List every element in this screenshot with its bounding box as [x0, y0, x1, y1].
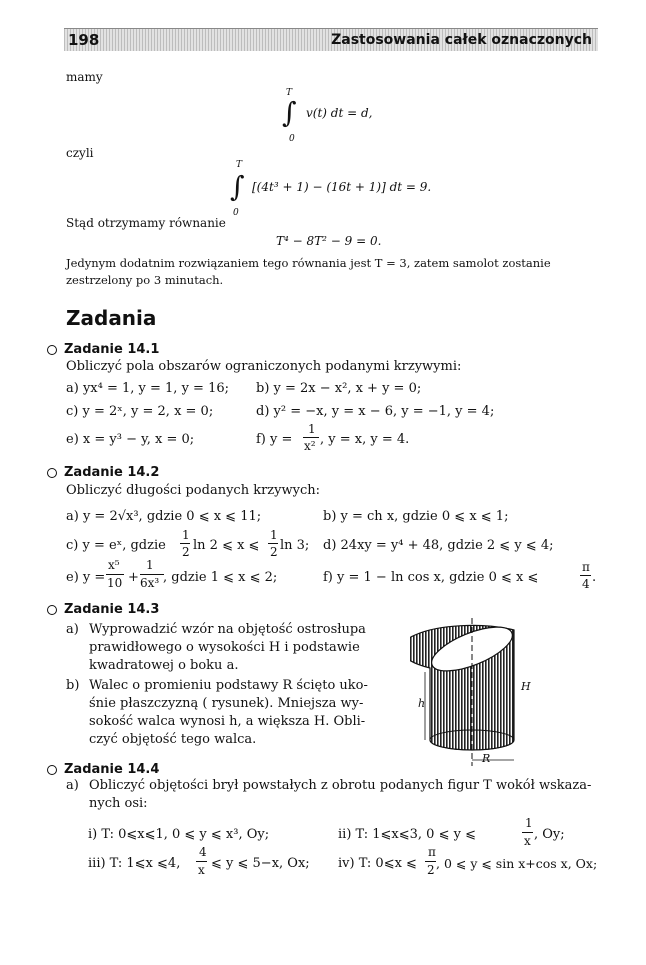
z142-c-den: 2: [182, 545, 190, 559]
z143-b-line-1: Walec o promieniu podstawy R ścięto uko-: [89, 678, 368, 693]
z144-iii-pre: iii) T: 1⩽x ⩽4,: [88, 856, 181, 871]
z141-f-pre: f) y =: [256, 432, 293, 447]
z142-e-den1: 10: [107, 576, 123, 590]
bullet-circle-icon: [47, 468, 57, 478]
z142-text: Obliczyć długości podanych krzywych:: [66, 483, 320, 498]
z142-f-den: 4: [582, 577, 590, 591]
z144-iv-den: 2: [427, 863, 435, 877]
z144-ii-num: 1: [525, 816, 533, 830]
z144-a-label: a): [66, 778, 79, 793]
fraction-bar: [580, 575, 591, 576]
z144-iv-post: , 0 ⩽ y ⩽ sin x+cos x, Ox;: [436, 856, 598, 871]
z144-ii-den: x: [524, 834, 531, 848]
text-stad: Stąd otrzymamy równanie: [66, 216, 226, 230]
equation-3: T⁴ − 8T² − 9 = 0.: [276, 234, 382, 248]
figure-label-R: R: [482, 752, 491, 765]
z141-title: Zadanie 14.1: [64, 342, 160, 357]
z142-d: d) 24xy = y⁴ + 48, gdzie 2 ⩽ y ⩽ 4;: [323, 538, 554, 553]
z144-iii-num: 4: [199, 845, 207, 859]
z142-b: b) y = ch x, gdzie 0 ⩽ x ⩽ 1;: [323, 509, 509, 524]
z143-b-line-3: sokość walca wynosi h, a większa H. Obli-: [89, 714, 366, 729]
eq2-lower-limit: 0: [233, 208, 239, 218]
z143-title: Zadanie 14.3: [64, 602, 160, 617]
z142-e-pre: e) y =: [66, 570, 106, 585]
page-header: [64, 28, 598, 51]
equation-1: v(t) dt = d,: [306, 106, 373, 120]
z141-text: Obliczyć pola obszarów ograniczonych podanymi krzywymi:: [66, 359, 462, 374]
text-czyli: czyli: [66, 146, 94, 160]
z144-a-line-1: Obliczyć objętości brył powstałych z obrotu podanych figur T wokół wskaza-: [89, 778, 592, 793]
z143-b-line-2: śnie płaszczyzną ( rysunek). Mniejsza wy-: [89, 696, 364, 711]
z141-e: e) x = y³ − y, x = 0;: [66, 432, 195, 447]
z142-e-post: , gdzie 1 ⩽ x ⩽ 2;: [163, 570, 278, 585]
fraction-bar: [522, 832, 533, 833]
z141-b: b) y = 2x − x², x + y = 0;: [256, 381, 422, 396]
eq2-upper-limit: T: [236, 160, 243, 170]
fraction-bar: [268, 543, 278, 544]
z144-iv-pre: iv) T: 0⩽x ⩽: [338, 856, 417, 871]
z142-title: Zadanie 14.2: [64, 465, 160, 480]
integral-sign: ∫: [230, 170, 245, 203]
running-title: Zastosowania całek oznaczonych: [331, 32, 592, 48]
z142-e-plus: +: [128, 570, 139, 585]
z141-f-num: 1: [308, 422, 316, 436]
fraction-bar: [303, 437, 319, 438]
conclusion-line-2: zestrzelony po 3 minutach.: [66, 273, 224, 287]
z143-a-line-3: kwadratowej o boku a.: [89, 658, 239, 673]
z141-f-post: , y = x, y = 4.: [320, 432, 410, 447]
z143-a-label: a): [66, 622, 79, 637]
z144-title: Zadanie 14.4: [64, 762, 160, 777]
z142-f-post: .: [592, 570, 597, 585]
fraction-bar: [140, 574, 164, 575]
fraction-bar: [106, 574, 124, 575]
z142-c-pre: c) y = eˣ, gdzie: [66, 538, 166, 553]
z143-a-line-1: Wyprowadzić wzór na objętość ostrosłupa: [89, 622, 366, 637]
z143-b-line-4: czyć objętość tego walca.: [89, 732, 257, 747]
z144-i: i) T: 0⩽x⩽1, 0 ⩽ y ⩽ x³, Oy;: [88, 827, 270, 842]
z142-c-den2: 2: [270, 545, 278, 559]
fraction-bar: [180, 543, 190, 544]
figure-label-h: h: [418, 697, 426, 710]
eq1-lower-limit: 0: [289, 134, 295, 144]
z142-a: a) y = 2√x³, gdzie 0 ⩽ x ⩽ 11;: [66, 509, 262, 524]
z142-e-den2: 6x³: [140, 576, 160, 590]
z143-b-label: b): [66, 678, 80, 693]
cut-cylinder-figure: [410, 618, 520, 768]
equation-2: [(4t³ + 1) − (16t + 1)] dt = 9.: [252, 180, 432, 194]
z142-f-pre: f) y = 1 − ln cos x, gdzie 0 ⩽ x ⩽: [323, 570, 539, 585]
z144-ii-pre: ii) T: 1⩽x⩽3, 0 ⩽ y ⩽: [338, 827, 476, 842]
bullet-circle-icon: [47, 345, 57, 355]
z141-c: c) y = 2ˣ, y = 2, x = 0;: [66, 404, 214, 419]
integral-sign: ∫: [282, 96, 297, 129]
eq1-upper-limit: T: [286, 88, 293, 98]
fraction-bar: [196, 861, 207, 862]
z142-c-mid: ln 2 ⩽ x ⩽: [193, 538, 260, 553]
z144-a-line-2: nych osi:: [89, 796, 148, 811]
z144-iii-den: x: [198, 863, 205, 877]
z141-f-den: x²: [304, 439, 316, 453]
fraction-bar: [425, 861, 436, 862]
text-mamy: mamy: [66, 70, 103, 84]
z141-a: a) yx⁴ = 1, y = 1, y = 16;: [66, 381, 229, 396]
z144-ii-post: , Oy;: [534, 827, 565, 842]
figure-label-H: H: [521, 680, 531, 693]
z141-d: d) y² = −x, y = x − 6, y = −1, y = 4;: [256, 404, 495, 419]
bullet-circle-icon: [47, 605, 57, 615]
z142-e-num2: 1: [146, 558, 154, 572]
z143-a-line-2: prawidłowego o wysokości H i podstawie: [89, 640, 360, 655]
z142-c-num: 1: [182, 528, 190, 542]
bullet-circle-icon: [47, 765, 57, 775]
z142-c-post: ln 3;: [280, 538, 310, 553]
z142-f-num: π: [582, 560, 590, 574]
z144-iv-num: π: [428, 845, 436, 859]
section-title: Zadania: [66, 306, 157, 330]
z142-c-num2: 1: [270, 528, 278, 542]
page-number: 198: [68, 31, 100, 49]
z142-e-num1: x⁵: [108, 558, 120, 572]
conclusion-line-1: Jedynym dodatnim rozwiązaniem tego równania jest T = 3, zatem samolot zostanie: [66, 256, 551, 270]
z144-iii-post: ⩽ y ⩽ 5−x, Ox;: [211, 856, 310, 871]
